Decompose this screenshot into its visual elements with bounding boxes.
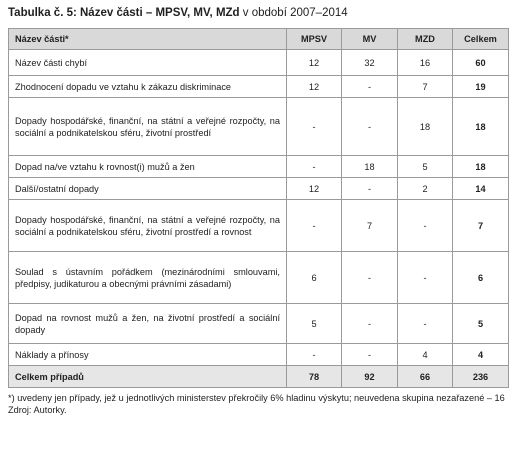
row-name: Soulad s ústavním pořádkem (mezinárodními smlouvami, předpisy, judikaturou a obecnými právními zásadami) — [9, 252, 287, 304]
table-row — [9, 178, 509, 200]
footnote: *) uvedeny jen případy, jež u jednotlivých ministerstev překročily 6% hladinu výskytu; neuvedena skupina nezařazené – 16 — [8, 393, 505, 403]
table-caption — [8, 6, 348, 20]
table-row — [9, 304, 509, 344]
cell-mzd: - — [398, 200, 453, 252]
table-row — [9, 76, 509, 98]
cell-mv: - — [342, 304, 398, 344]
total-overall: 236 — [453, 366, 509, 388]
cell-mv: - — [342, 178, 398, 200]
cell-mzd: 16 — [398, 50, 453, 76]
table-header-row — [9, 29, 509, 50]
row-name: Zhodnocení dopadu ve vztahu k zákazu diskriminace — [9, 76, 287, 98]
cell-total: 18 — [453, 156, 509, 178]
header-total: Celkem — [453, 29, 509, 50]
source-note: Zdroj: Autorky. — [8, 405, 67, 415]
cell-mv: 18 — [342, 156, 398, 178]
table-footnotes — [8, 392, 508, 416]
cell-mzd: 18 — [398, 98, 453, 156]
cell-mpsv: - — [287, 344, 342, 366]
cell-mpsv: - — [287, 200, 342, 252]
cell-mpsv: 12 — [287, 50, 342, 76]
results-table — [8, 28, 509, 388]
cell-mzd: 2 — [398, 178, 453, 200]
header-mpsv: MPSV — [287, 29, 342, 50]
cell-mpsv: - — [287, 98, 342, 156]
caption-title: Tabulka č. 5: Název části – MPSV, MV, MZd — [8, 7, 240, 19]
cell-mv: 7 — [342, 200, 398, 252]
row-name: Dopady hospodářské, finanční, na státní a veřejné rozpočty, na sociální a podnikatelskou sféru, životní prostředí a rovnost — [9, 200, 287, 252]
cell-mv: - — [342, 76, 398, 98]
cell-total: 4 — [453, 344, 509, 366]
cell-mzd: 5 — [398, 156, 453, 178]
header-mv: MV — [342, 29, 398, 50]
table-row — [9, 156, 509, 178]
cell-mv: - — [342, 344, 398, 366]
cell-mpsv: - — [287, 156, 342, 178]
total-mv: 92 — [342, 366, 398, 388]
row-name: Náklady a přínosy — [9, 344, 287, 366]
header-mzd: MZD — [398, 29, 453, 50]
cell-mzd: 4 — [398, 344, 453, 366]
row-name: Dopad na/ve vztahu k rovnost(i) mužů a žen — [9, 156, 287, 178]
row-name: Název části chybí — [9, 50, 287, 76]
total-mpsv: 78 — [287, 366, 342, 388]
cell-total: 19 — [453, 76, 509, 98]
cell-mzd: - — [398, 304, 453, 344]
cell-total: 60 — [453, 50, 509, 76]
row-name: Dopady hospodářské, finanční, na státní a veřejné rozpočty, na sociální a podnikatelskou sféru, životní prostředí — [9, 98, 287, 156]
total-row-label: Celkem případů — [9, 366, 287, 388]
cell-mpsv: 12 — [287, 178, 342, 200]
total-mzd: 66 — [398, 366, 453, 388]
caption-period: v období 2007–2014 — [239, 7, 348, 19]
cell-total: 18 — [453, 98, 509, 156]
table-row — [9, 200, 509, 252]
table-row — [9, 252, 509, 304]
header-section-name: Název části* — [9, 29, 287, 50]
cell-mv: 32 — [342, 50, 398, 76]
cell-mv: - — [342, 252, 398, 304]
row-name: Dopad na rovnost mužů a žen, na životní prostředí a sociální dopady — [9, 304, 287, 344]
row-name: Další/ostatní dopady — [9, 178, 287, 200]
table-total-row — [9, 366, 509, 388]
cell-mv: - — [342, 98, 398, 156]
cell-total: 14 — [453, 178, 509, 200]
cell-mzd: 7 — [398, 76, 453, 98]
cell-mpsv: 6 — [287, 252, 342, 304]
cell-mpsv: 5 — [287, 304, 342, 344]
cell-mzd: - — [398, 252, 453, 304]
cell-mpsv: 12 — [287, 76, 342, 98]
table-row — [9, 50, 509, 76]
cell-total: 7 — [453, 200, 509, 252]
cell-total: 5 — [453, 304, 509, 344]
table-row — [9, 344, 509, 366]
table-row — [9, 98, 509, 156]
cell-total: 6 — [453, 252, 509, 304]
